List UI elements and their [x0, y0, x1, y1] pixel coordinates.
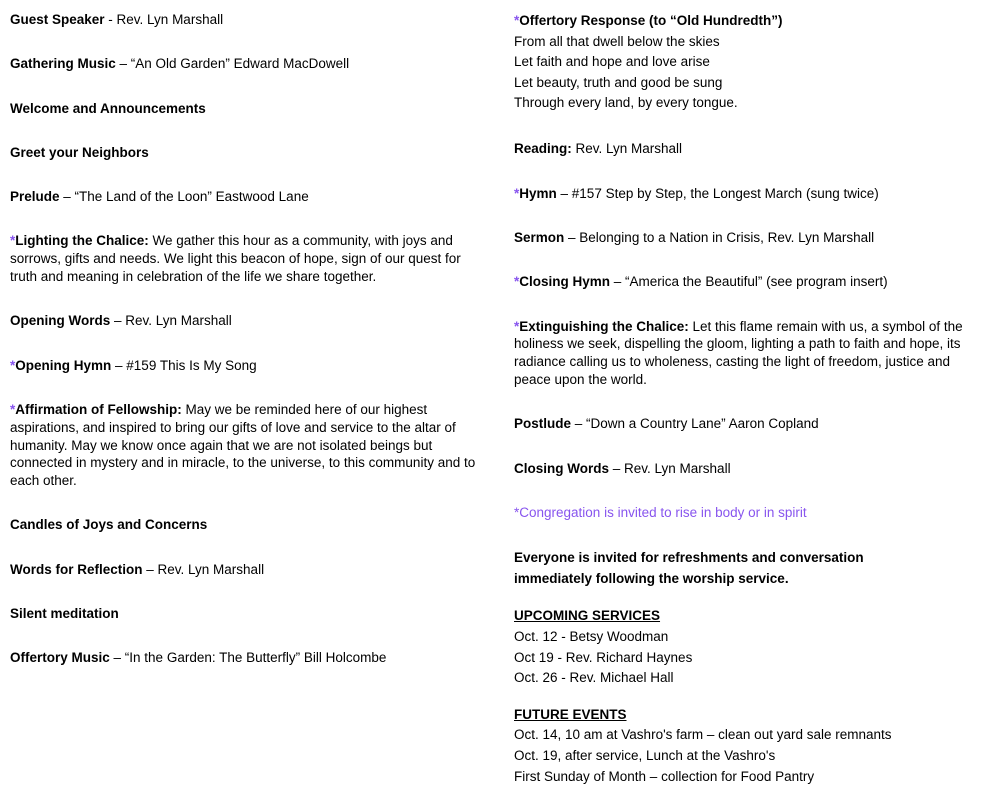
- service-item: [10, 11, 490, 29]
- service-item-label: Prelude: [10, 189, 60, 205]
- offertory-verse-line: Let beauty, truth and good be sung: [514, 74, 723, 90]
- service-item-label: Closing Hymn: [519, 274, 611, 290]
- service-item-detail: May we be reminded here of our highest aspirations, and inspired to bring our gifts of love and service to the altar of humanity. May we know once again that we are not isolated beings but connected in mystery and in miracle, to the universe, to this community and to each other.: [10, 401, 476, 489]
- service-item-label: Gathering Music: [10, 56, 116, 72]
- service-item-label: Candles of Joys and Concerns: [10, 517, 208, 533]
- offertory-response-heading: [514, 11, 990, 32]
- service-item: [514, 415, 990, 433]
- service-item-detail: Let this flame remain with us, a symbol of the holiness we seek, dispelling the gloom, lighting a path to faith and hope, its radiance calling us to wholeness, casting the light of freedom, justice and peace upon the world.: [514, 318, 963, 388]
- service-item: [10, 516, 490, 534]
- service-item-label: Closing Words: [514, 460, 610, 476]
- service-item-label: Sermon: [514, 230, 565, 246]
- service-item: [10, 144, 490, 162]
- service-item: [10, 55, 490, 73]
- service-item-detail: – “America the Beautiful” (see program insert): [610, 274, 888, 290]
- rise-marker-asterisk: *: [10, 401, 16, 417]
- service-item: [514, 460, 990, 478]
- upcoming-services-heading: UPCOMING SERVICES: [514, 608, 661, 624]
- service-item-label: Reading:: [514, 141, 572, 157]
- offertory-response-label: Offertory Response (to “Old Hundredth”): [519, 13, 783, 28]
- service-item: [10, 232, 490, 285]
- service-item-detail: Rev. Lyn Marshall: [571, 141, 683, 157]
- rise-marker-asterisk: *: [10, 357, 16, 373]
- service-item-detail: – #157 Step by Step, the Longest March (sung twice): [556, 185, 879, 201]
- refreshments-note-line: immediately following the worship service.: [514, 570, 789, 586]
- service-item-label: Lighting the Chalice:: [15, 233, 149, 249]
- service-item-label: Guest Speaker: [10, 12, 105, 27]
- future-events-heading: FUTURE EVENTS: [514, 706, 627, 722]
- service-item: [10, 561, 490, 579]
- service-item-detail: – #159 This Is My Song: [111, 357, 257, 373]
- service-item-detail: – “Down a Country Lane” Aaron Copland: [571, 416, 819, 432]
- rise-marker-asterisk: *: [514, 13, 520, 28]
- service-item-detail: – Belonging to a Nation in Crisis, Rev. Lyn Marshall: [564, 230, 875, 246]
- rise-marker-asterisk: *: [10, 233, 16, 249]
- rise-rubric-note: *Congregation is invited to rise in body or in spirit: [514, 504, 807, 520]
- service-item-detail: – “An Old Garden” Edward MacDowell: [115, 56, 350, 72]
- service-item-label: Greet your Neighbors: [10, 144, 149, 160]
- list-item: Oct. 19, after service, Lunch at the Vashro's: [514, 747, 776, 763]
- service-item-label: Hymn: [519, 185, 557, 201]
- service-item-label: Welcome and Announcements: [10, 100, 206, 116]
- service-item-detail: – Rev. Lyn Marshall: [110, 313, 232, 329]
- service-item-detail: – “In the Garden: The Butterfly” Bill Holcombe: [109, 650, 387, 666]
- left-column: [10, 0, 490, 694]
- refreshments-note-line: Everyone is invited for refreshments and conversation: [514, 550, 864, 566]
- offertory-response: [514, 11, 990, 114]
- service-item: [514, 185, 990, 203]
- service-item-label: Opening Words: [10, 313, 111, 329]
- service-item-detail: – “The Land of the Loon” Eastwood Lane: [59, 189, 309, 205]
- service-item-label: Affirmation of Fellowship:: [15, 401, 182, 417]
- service-item-detail: - Rev. Lyn Marshall: [104, 12, 224, 27]
- refreshments-note: [514, 548, 990, 589]
- list-item: Oct. 12 - Betsy Woodman: [514, 629, 669, 645]
- list-item: First Sunday of Month – collection for Food Pantry: [514, 768, 815, 784]
- service-item: [514, 318, 990, 389]
- service-item: [10, 312, 490, 330]
- offertory-verse-line: Let faith and hope and love arise: [514, 54, 710, 70]
- list-item: Oct. 26 - Rev. Michael Hall: [514, 670, 674, 686]
- service-item-label: Words for Reflection: [10, 561, 143, 577]
- right-column: [514, 0, 990, 803]
- service-item: [10, 357, 490, 375]
- service-item: [10, 100, 490, 118]
- future-events: [514, 705, 990, 787]
- service-item: [10, 649, 490, 667]
- service-item-label: Silent meditation: [10, 606, 119, 622]
- service-item-label: Extinguishing the Chalice:: [519, 318, 689, 334]
- service-item-label: Offertory Music: [10, 650, 110, 666]
- service-item: [10, 401, 490, 490]
- upcoming-services: [514, 606, 990, 688]
- service-item-label: Postlude: [514, 416, 572, 432]
- service-item: [514, 140, 990, 158]
- service-item: [10, 188, 490, 206]
- rise-marker-asterisk: *: [514, 318, 520, 334]
- rise-marker-asterisk: *: [514, 185, 520, 201]
- offertory-verse-line: Through every land, by every tongue.: [514, 95, 738, 111]
- service-item: [514, 229, 990, 247]
- offertory-verse-line: From all that dwell below the skies: [514, 33, 720, 49]
- service-item-label: Opening Hymn: [15, 357, 112, 373]
- service-item-detail: We gather this hour as a community, with joys and sorrows, gifts and needs. We light this beacon of hope, sign of our quest for truth and meaning in celebration of the life we share together.: [10, 233, 461, 285]
- rise-marker-asterisk: *: [514, 274, 520, 290]
- list-item: Oct 19 - Rev. Richard Haynes: [514, 649, 693, 665]
- service-item: [514, 273, 990, 291]
- service-item: [10, 605, 490, 623]
- service-item-detail: – Rev. Lyn Marshall: [609, 460, 731, 476]
- list-item: Oct. 14, 10 am at Vashro's farm – clean out yard sale remnants: [514, 727, 892, 743]
- service-item-detail: – Rev. Lyn Marshall: [142, 561, 265, 577]
